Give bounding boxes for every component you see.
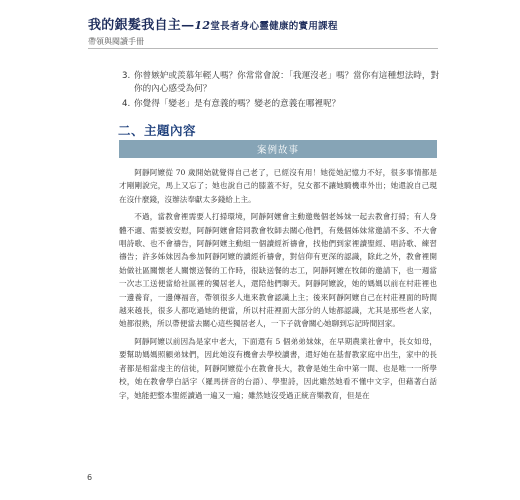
story-title: 案例故事 — [256, 145, 299, 156]
page-header — [88, 14, 448, 47]
question-text: 你曾嫉妒或羨慕年輕人嗎？你常常會說：「我運沒老」嗎？當你有這種想法時，對你的內心感受為何？ — [134, 71, 440, 94]
book-title-sub: 堂長者身心靈健康的實用課程 — [210, 21, 338, 32]
story-paragraph: 不過，當教會裡需要人打掃環境，阿靜阿嬤會主動邀幾個老姊妹一起去教會打掃；有人身體不適、需要被安慰，阿靜阿嬤會陪同教會牧師去關心他們，有幾個姊妹常邀請不多、不大會唱詩歌、也不會禱告，阿靜阿嬤主動組一個讀經祈禱會，找他們到家裡讀聖經、唱詩歌、練習禱告；許多姊妹因為參加阿靜阿嬤的讀經祈禱會，對信仰有更深的認識，除此之外，教會裡開始做社區關懷老人關懷送餐的工作時，很缺送餐的志工，阿靜阿嬤在牧師的邀請下，也一週當一次志工送便當給社區裡的獨居老人，還陪他們聊天。阿靜阿嬤說，她的媽媽以前在村莊裡也一邊養育，一邊傳福音，帶領很多人進來教會認識上主；後來阿靜阿嬤自己在村莊裡面的時間越來越長，很多人都吃過她的便當，所以村莊裡面大部分的人她都認識，尤其是那些老人家，她都很熟，所以帶便當去關心這些獨居老人，一下子就會關心她聊到忘記時間回家。 — [119, 212, 437, 329]
story-paragraph: 阿靜阿嬤從 70 歲開始就覺得自己老了，已經沒有用！她從她記憶力不好，很多事情都是才剛剛說完，馬上又忘了；她也說自己的膝蓋不好，兒女都不讓她騎機車外出；她還說自己現在沒什麼錢，沒辦法奉獻太多錢給上主。 — [119, 168, 437, 204]
book-subtitle: 帶領與閱讀手冊 — [88, 37, 144, 46]
story-paragraph: 阿靜阿嬤以前因為是家中老大，下面還有 5 個弟弟妹妹，在早期農業社會中，長女如母，要幫助媽媽照顧弟妹們，因此她沒有機會去學校讀書，還好她在基督教家庭中出生，家中的長者都是相當虔主的信徒，阿靜阿嬤從小在教會長大，教會是她生命中第一間、也是唯一一所學校，她在教會學白話字（羅馬拼音的台語）、學聖詩，因此雖然她看不懂中文字，但藉著白話字，她能把整本聖經讀過一遍又一遍；雖然她沒受過正統音樂教育，但是在 — [119, 336, 437, 400]
header-divider — [88, 48, 438, 49]
story-title-bar — [119, 140, 437, 158]
title-number: 12 — [194, 19, 211, 32]
title-dash: — — [181, 18, 195, 33]
question-item — [122, 70, 442, 96]
story-body — [119, 166, 437, 406]
discussion-questions — [122, 70, 442, 113]
section-heading: 二、主題內容 — [118, 123, 197, 138]
question-number: 4. — [122, 99, 131, 109]
question-item — [122, 98, 442, 111]
question-number: 3. — [122, 71, 131, 81]
question-text: 你覺得「變老」是有意義的嗎？變老的意義在哪裡呢？ — [134, 99, 341, 109]
page-number: 6 — [87, 473, 93, 482]
book-title-main: 我的銀髮我自主 — [88, 18, 182, 33]
book-title — [88, 14, 448, 33]
